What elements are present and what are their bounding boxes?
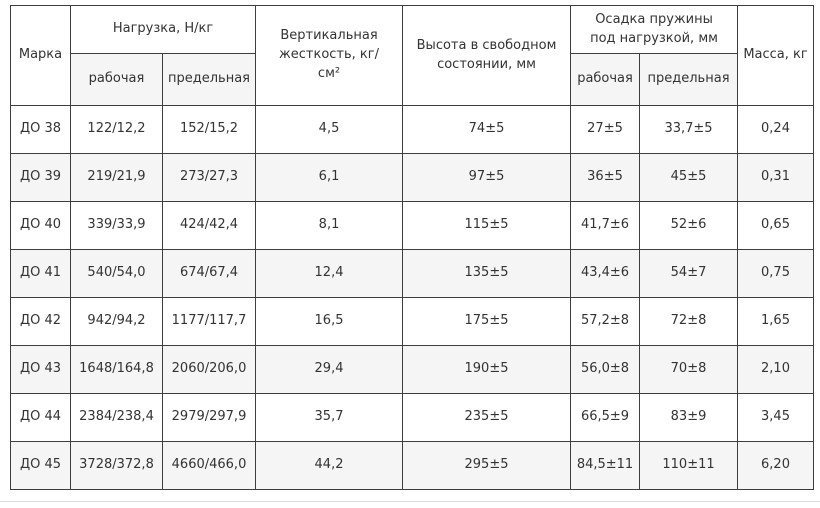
cell-marka: ДО 45 — [11, 442, 71, 490]
cell-load-limit: 2060/206,0 — [163, 346, 256, 394]
cell-mass: 1,65 — [738, 298, 814, 346]
spring-specs-table — [10, 5, 814, 490]
col-header-draft-group-label: Осадка пружины под нагрузкой, мм — [590, 11, 718, 46]
cell-stiffness: 8,1 — [256, 202, 403, 250]
cell-load-working: 1648/164,8 — [71, 346, 163, 394]
cell-marka: ДО 40 — [11, 202, 71, 250]
cell-free-height: 235±5 — [403, 394, 571, 442]
table-row — [11, 346, 814, 394]
cell-marka: ДО 44 — [11, 394, 71, 442]
page-bottom-divider — [0, 501, 820, 502]
cell-draft-working: 84,5±11 — [571, 442, 640, 490]
table-row — [11, 106, 814, 154]
col-header-draft-limit: предельная — [640, 54, 738, 106]
cell-draft-limit: 54±7 — [640, 250, 738, 298]
col-header-load-working: рабочая — [71, 54, 163, 106]
cell-load-working: 122/12,2 — [71, 106, 163, 154]
table-row — [11, 154, 814, 202]
cell-marka: ДО 41 — [11, 250, 71, 298]
cell-draft-limit: 45±5 — [640, 154, 738, 202]
cell-load-limit: 674/67,4 — [163, 250, 256, 298]
cell-free-height: 74±5 — [403, 106, 571, 154]
cell-draft-working: 36±5 — [571, 154, 640, 202]
cell-free-height: 115±5 — [403, 202, 571, 250]
cell-marka: ДО 42 — [11, 298, 71, 346]
cell-mass: 0,65 — [738, 202, 814, 250]
cell-mass: 2,10 — [738, 346, 814, 394]
col-header-stiffness-label: Вертикальная жесткость, кг/см² — [279, 28, 379, 81]
table-row — [11, 250, 814, 298]
cell-stiffness: 44,2 — [256, 442, 403, 490]
cell-free-height: 295±5 — [403, 442, 571, 490]
cell-draft-working: 43,4±6 — [571, 250, 640, 298]
cell-stiffness: 4,5 — [256, 106, 403, 154]
table-row — [11, 298, 814, 346]
col-header-draft-group — [571, 6, 738, 54]
col-header-load-limit: предельная — [163, 54, 256, 106]
col-header-draft-working: рабочая — [571, 54, 640, 106]
cell-load-limit: 2979/297,9 — [163, 394, 256, 442]
cell-mass: 0,75 — [738, 250, 814, 298]
table-row — [11, 442, 814, 490]
cell-draft-working: 57,2±8 — [571, 298, 640, 346]
table-row — [11, 202, 814, 250]
col-header-free-height — [403, 6, 571, 106]
header-row-groups — [11, 6, 814, 54]
cell-marka: ДО 38 — [11, 106, 71, 154]
cell-mass: 6,20 — [738, 442, 814, 490]
cell-load-working: 219/21,9 — [71, 154, 163, 202]
cell-draft-working: 66,5±9 — [571, 394, 640, 442]
cell-load-working: 2384/238,4 — [71, 394, 163, 442]
cell-stiffness: 29,4 — [256, 346, 403, 394]
cell-draft-limit: 70±8 — [640, 346, 738, 394]
col-header-free-height-label: Высота в свободном состоянии, мм — [416, 37, 557, 72]
col-header-marka: Марка — [11, 6, 71, 106]
cell-free-height: 190±5 — [403, 346, 571, 394]
cell-load-limit: 424/42,4 — [163, 202, 256, 250]
cell-load-working: 540/54,0 — [71, 250, 163, 298]
cell-marka: ДО 43 — [11, 346, 71, 394]
cell-stiffness: 12,4 — [256, 250, 403, 298]
col-header-mass: Масса, кг — [738, 6, 814, 106]
cell-mass: 0,24 — [738, 106, 814, 154]
cell-free-height: 175±5 — [403, 298, 571, 346]
cell-stiffness: 16,5 — [256, 298, 403, 346]
cell-draft-limit: 72±8 — [640, 298, 738, 346]
cell-mass: 0,31 — [738, 154, 814, 202]
col-header-stiffness — [256, 6, 403, 106]
cell-draft-limit: 52±6 — [640, 202, 738, 250]
cell-load-limit: 152/15,2 — [163, 106, 256, 154]
cell-load-working: 339/33,9 — [71, 202, 163, 250]
cell-load-limit: 4660/466,0 — [163, 442, 256, 490]
cell-draft-working: 41,7±6 — [571, 202, 640, 250]
cell-draft-working: 56,0±8 — [571, 346, 640, 394]
cell-load-working: 3728/372,8 — [71, 442, 163, 490]
cell-draft-limit: 33,7±5 — [640, 106, 738, 154]
table-row — [11, 394, 814, 442]
cell-load-limit: 273/27,3 — [163, 154, 256, 202]
cell-draft-limit: 83±9 — [640, 394, 738, 442]
cell-load-limit: 1177/117,7 — [163, 298, 256, 346]
cell-mass: 3,45 — [738, 394, 814, 442]
cell-stiffness: 35,7 — [256, 394, 403, 442]
cell-stiffness: 6,1 — [256, 154, 403, 202]
cell-free-height: 97±5 — [403, 154, 571, 202]
cell-load-working: 942/94,2 — [71, 298, 163, 346]
cell-draft-working: 27±5 — [571, 106, 640, 154]
cell-free-height: 135±5 — [403, 250, 571, 298]
col-header-load-group: Нагрузка, Н/кг — [71, 6, 256, 54]
cell-marka: ДО 39 — [11, 154, 71, 202]
cell-draft-limit: 110±11 — [640, 442, 738, 490]
